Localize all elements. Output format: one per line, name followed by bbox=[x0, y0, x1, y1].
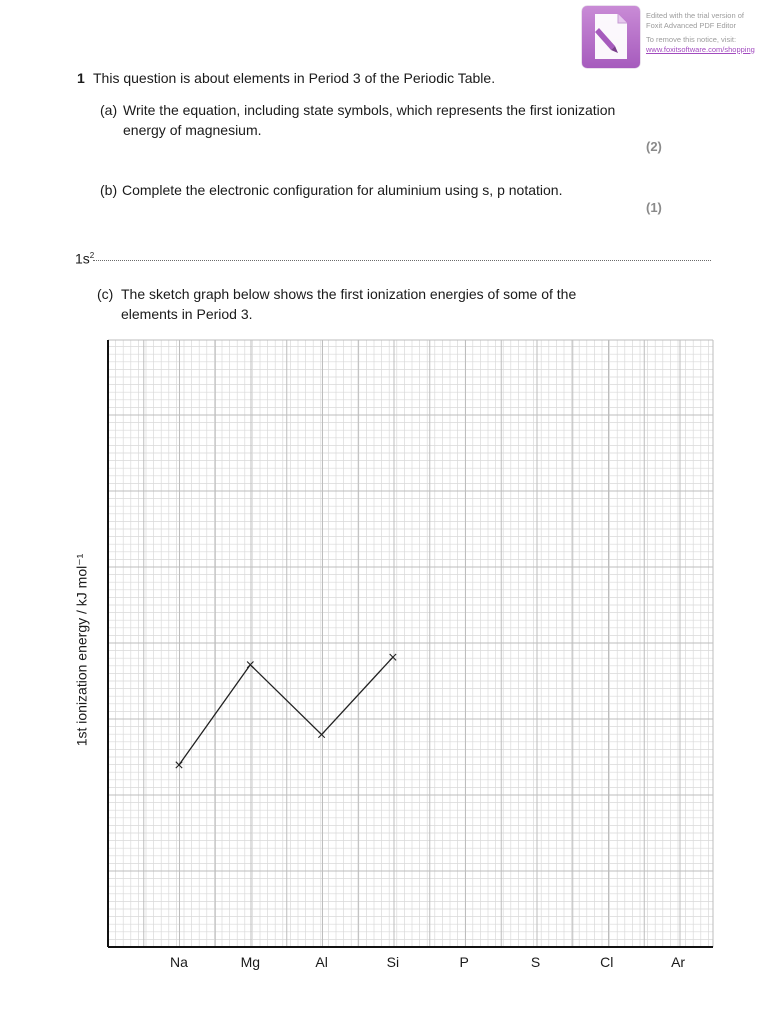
part-c-text-line-1: The sketch graph below shows the first ionization energies of some of the bbox=[121, 286, 577, 302]
part-b-label: (b) bbox=[100, 182, 118, 198]
part-a-label: (a) bbox=[100, 102, 118, 118]
watermark-line-2: Foxit Advanced PDF Editor bbox=[646, 20, 737, 30]
x-tick-label-ar: Ar bbox=[671, 954, 686, 970]
graph-series bbox=[176, 654, 396, 768]
x-tick-label-mg: Mg bbox=[240, 954, 261, 970]
x-tick-label-cl: Cl bbox=[600, 954, 614, 970]
part-c-label: (c) bbox=[97, 286, 114, 302]
x-tick-label-s: S bbox=[530, 954, 541, 970]
answer-prefix-text: 1s bbox=[75, 250, 90, 267]
x-tick-label-p: P bbox=[459, 954, 469, 970]
part-c-text-line-2: elements in Period 3. bbox=[121, 306, 253, 322]
answer-prefix-superscript: 2 bbox=[89, 251, 95, 260]
part-a-marks: (2) bbox=[646, 139, 662, 154]
x-tick-label-si: Si bbox=[386, 954, 400, 970]
watermark-line-1: Edited with the trial version of bbox=[646, 11, 744, 20]
part-a-text-line-2: energy of magnesium. bbox=[123, 122, 262, 138]
question-number: 1 bbox=[77, 70, 85, 86]
watermark-link[interactable]: www.foxitsoftware.com/shopping bbox=[646, 44, 755, 54]
y-axis-label: 1st ionization energy / kJ mol⁻¹ bbox=[73, 553, 90, 747]
data-point-si bbox=[390, 654, 396, 660]
question-intro: This question is about elements in Period 3 of the Periodic Table. bbox=[93, 70, 496, 86]
part-b-text: Complete the electronic configuration for aluminium using s, p notation. bbox=[122, 182, 563, 198]
watermark-line-3: To remove this notice, visit: bbox=[646, 35, 737, 44]
x-tick-label-al: Al bbox=[315, 954, 328, 970]
part-b-marks: (1) bbox=[646, 200, 662, 215]
x-tick-label-na: Na bbox=[170, 954, 188, 970]
part-a-text-line-1: Write the equation, including state symbols, which represents the first ionization bbox=[123, 102, 616, 118]
